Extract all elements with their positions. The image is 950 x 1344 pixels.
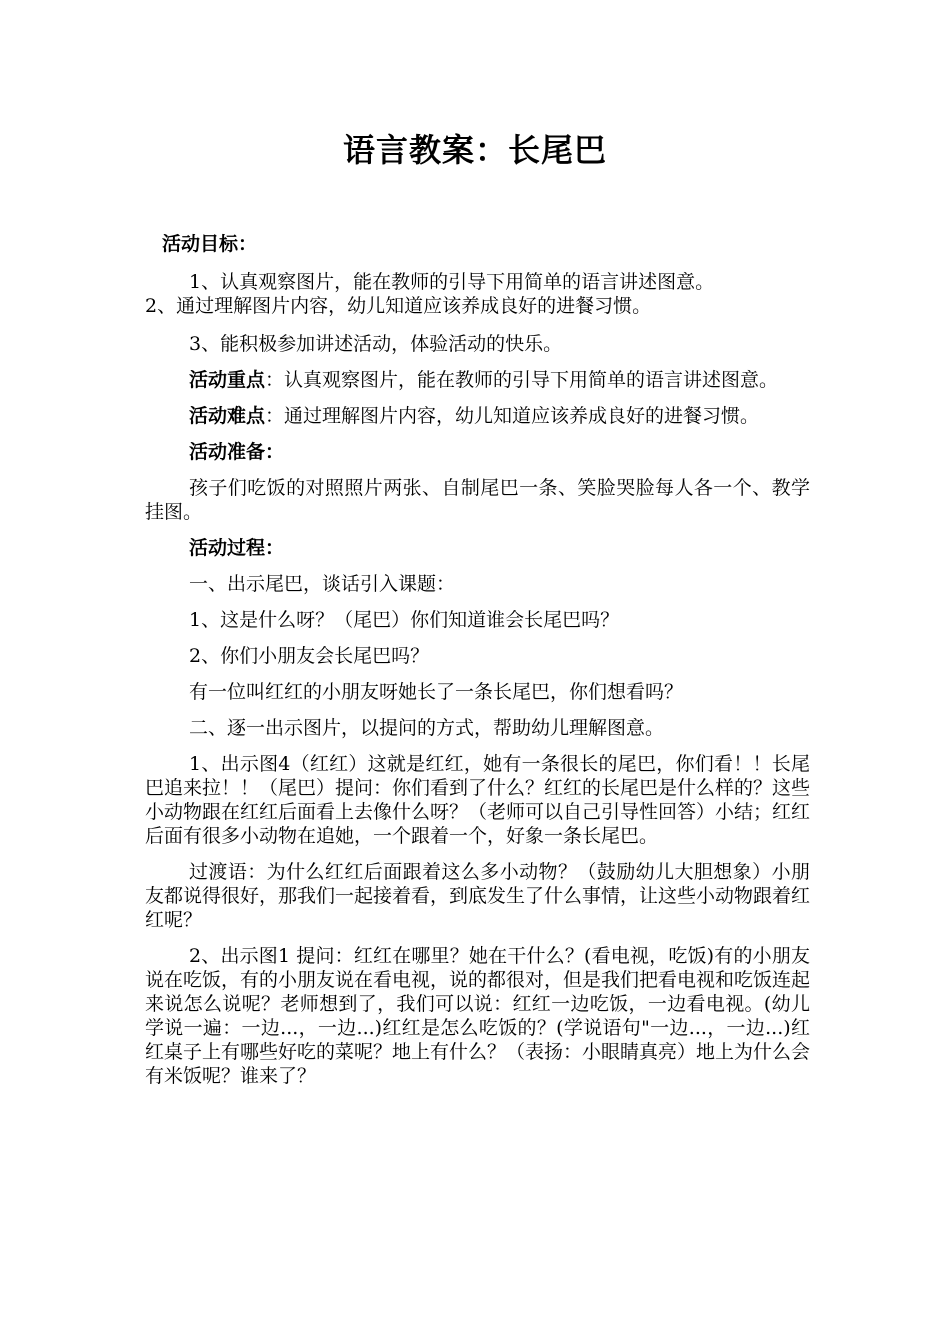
goals-heading: 活动目标： [162, 233, 258, 255]
difficulty-text: ：通过理解图片内容，幼儿知道应该养成良好的进餐习惯。 [265, 405, 760, 427]
goal-2: 2、通过理解图片内容，幼儿知道应该养成良好的进餐习惯。 [145, 295, 652, 317]
question-3: 有一位叫红红的小朋友呀她长了一条长尾巴，你们想看吗？ [189, 681, 684, 703]
difficulty-label: 活动难点 [189, 405, 266, 427]
process-heading: 活动过程： [189, 537, 285, 559]
difficulty-point [145, 404, 810, 428]
prep-heading: 活动准备： [189, 441, 285, 463]
document-body [145, 232, 810, 1100]
goal-1: 1、认真观察图片，能在教师的引导下用简单的语言讲述图意。 [189, 271, 715, 293]
key-point-text: ：认真观察图片，能在教师的引导下用简单的语言讲述图意。 [265, 369, 779, 391]
picture-4-paragraph: 1、出示图4（红红）这就是红红，她有一条很长的尾巴，你们看！！长尾巴追来拉！！（尾巴）提问：你们看到了什么？红红的长尾巴是什么样的？这些小动物跟在红红后面看上去像什么呀？（老师可以自己引导性回答）小结；红红后面有很多小动物在追她，一个跟着一个，好象一条长尾巴。 [145, 753, 811, 847]
step-2: 二、逐一出示图片，以提问的方式，帮助幼儿理解图意。 [189, 717, 665, 739]
picture-1-paragraph: 2、出示图1 提问：红红在哪里？她在干什么？(看电视，吃饭)有的小朋友说在吃饭，有的小朋友说在看电视，说的都很对，但是我们把看电视和吃饭连起来说怎么说呢？老师想到了，我们可以说：红红一边吃饭，一边看电视。(幼儿学说一遍：一边...，一边...)红红是怎么吃饭的？(学说语句"一边...，一边...)红红桌子上有哪些好吃的菜呢？地上有什么？（表扬：小眼睛真亮）地上为什么会有米饭呢？谁来了？ [145, 945, 811, 1087]
question-2: 2、你们小朋友会长尾巴吗？ [189, 645, 430, 667]
prep-text: 孩子们吃饭的对照照片两张、自制尾巴一条、笑脸哭脸每人各一个、教学挂图。 [145, 477, 810, 523]
key-point-label: 活动重点 [189, 369, 266, 391]
goal-3: 3、能积极参加讲述活动，体验活动的快乐。 [189, 333, 563, 355]
key-point [145, 368, 810, 392]
transition-paragraph: 过渡语：为什么红红后面跟着这么多小动物？（鼓励幼儿大胆想象）小朋友都说得很好，那我们一起接着看，到底发生了什么事情，让这些小动物跟着红红呢？ [145, 861, 811, 931]
question-1: 1、这是什么呀？（尾巴）你们知道谁会长尾巴吗？ [189, 609, 620, 631]
step-1: 一、出示尾巴，谈话引入课题： [189, 573, 456, 595]
page-title: 语言教案：长尾巴 [342, 131, 607, 169]
